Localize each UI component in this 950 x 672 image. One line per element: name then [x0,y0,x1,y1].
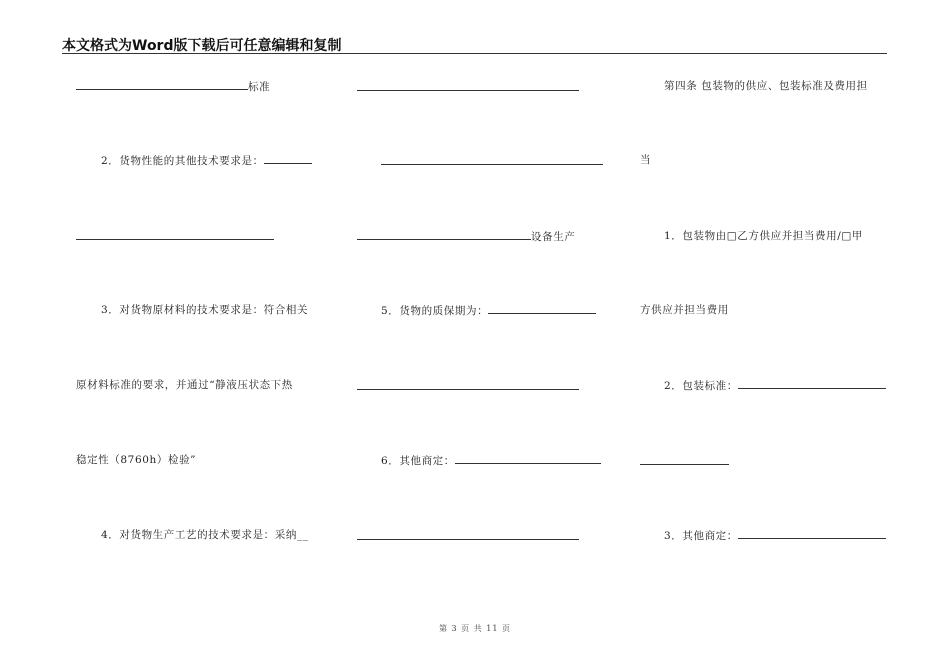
fill-blank[interactable] [264,153,312,164]
document-header-title: 本文格式为Word版下载后可任意编辑和复制 [62,38,342,54]
col3-item1: 1．包装物由□乙方供应并担当费用/□甲 [664,230,863,242]
col1-item3: 3．对货物原材料的技术要求是：符合相关 [101,304,309,316]
fill-blank[interactable] [738,378,886,389]
col2-item6 [381,453,601,468]
col2-item5-text: 5．货物的质保期为： [381,305,489,317]
fill-blank[interactable] [76,79,248,90]
col1-standard-line [76,79,270,94]
col2-blank-2[interactable] [381,164,603,165]
col1-item2-text: 2．货物性能的其他技术要求是： [101,155,264,167]
col3-article-heading-continuation: 当 [640,154,652,166]
fill-blank[interactable] [357,229,531,240]
col3-item3-text: 3．其他商定： [664,530,738,542]
fill-blank[interactable] [455,453,601,464]
col3-item1-continuation: 方供应并担当费用 [640,304,729,316]
col1-item3-continuation-1: 原材料标准的要求，并通过“静液压状态下热 [76,379,293,391]
header-divider [62,53,887,54]
fill-blank[interactable] [738,528,886,539]
col1-continuation-blank[interactable] [76,239,274,240]
col2-equipment-line [357,229,575,244]
col2-item5 [381,303,596,318]
col2-item6-text: 6．其他商定： [381,455,455,467]
col2-blank-4[interactable] [357,539,579,540]
col2-blank-1[interactable] [357,90,579,91]
col1-standard-suffix: 标准 [248,81,271,93]
col2-equipment-suffix: 设备生产 [531,231,576,243]
page-number: 第 3 页 共 11 页 [439,624,511,633]
col3-article-heading: 第四条 包装物的供应、包装标准及费用担 [664,80,868,92]
col3-item2-text: 2．包装标准： [664,380,738,392]
col3-item3 [664,528,886,543]
col3-blank[interactable] [640,464,729,465]
col3-item2 [664,378,886,393]
col1-item3-continuation-2: 稳定性（8760h）检验” [76,454,197,466]
col1-item2 [101,153,312,168]
col1-item4: 4．对货物生产工艺的技术要求是：采纳__ [101,529,309,541]
fill-blank[interactable] [488,303,596,314]
col2-blank-3[interactable] [357,389,579,390]
